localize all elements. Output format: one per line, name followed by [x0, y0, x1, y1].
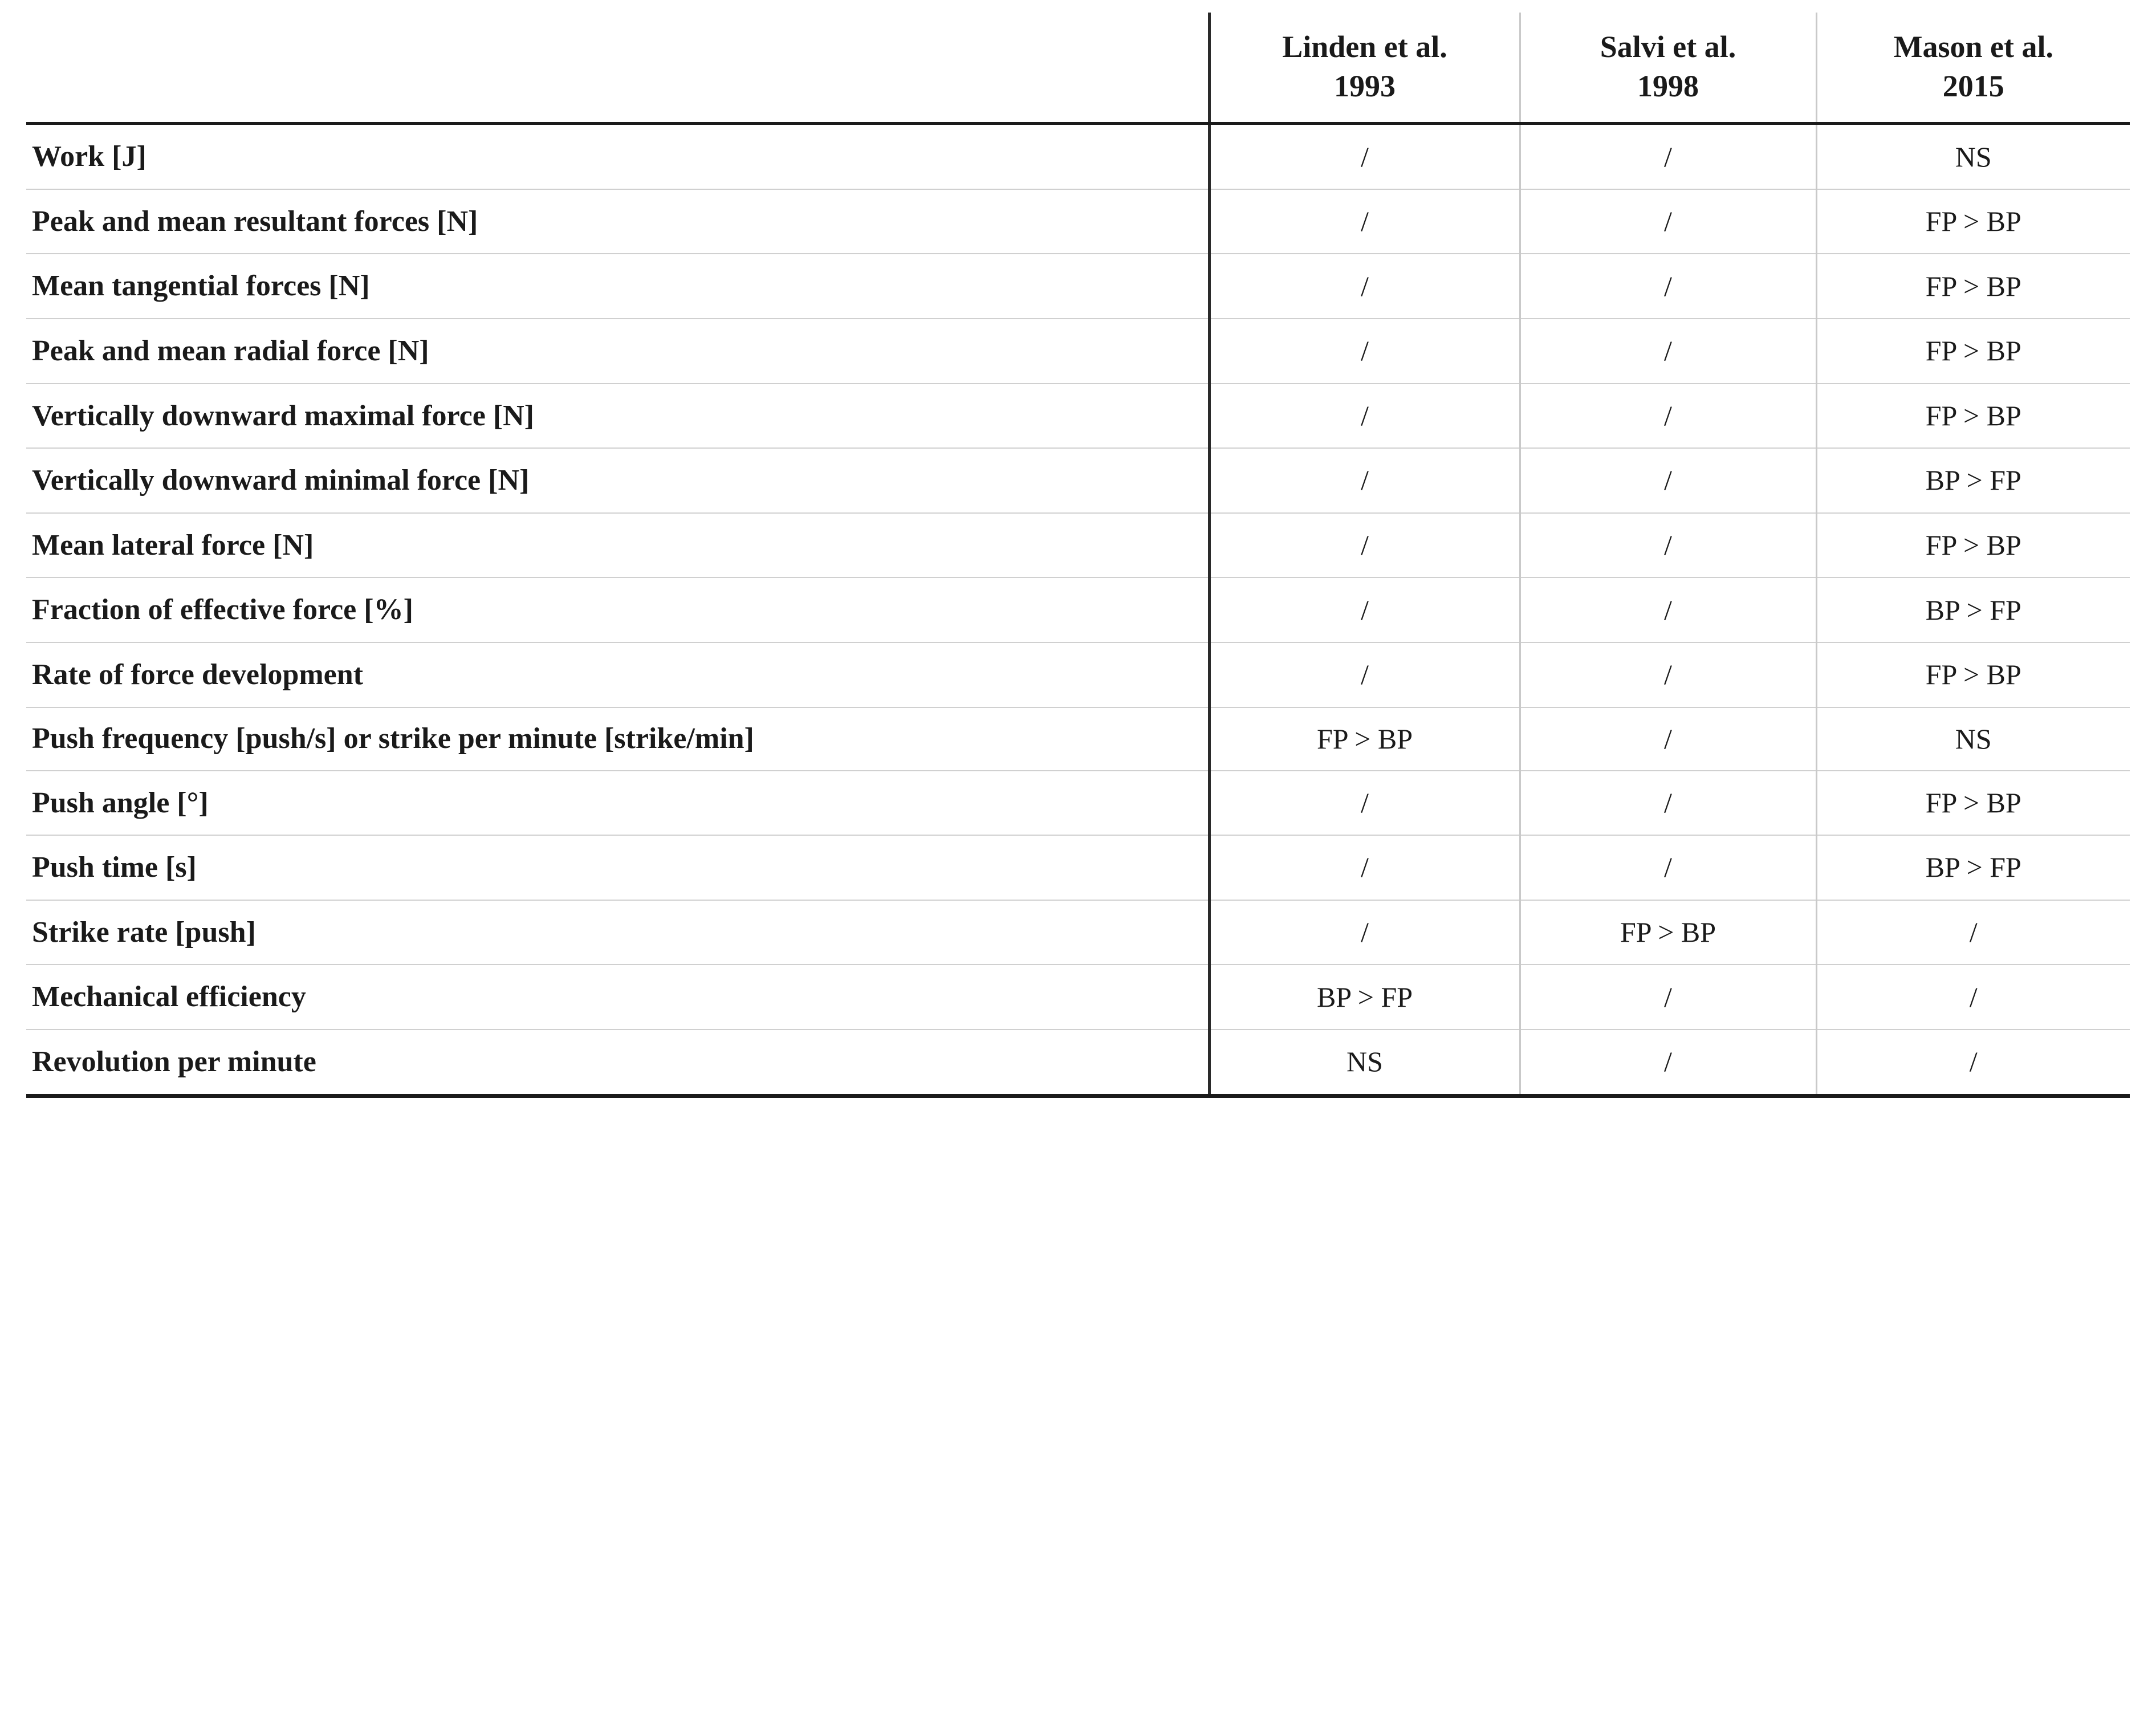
column-header-mason	[1816, 13, 2130, 124]
table-row	[26, 513, 2130, 578]
cell-linden: /	[1209, 900, 1520, 965]
cell-salvi: /	[1520, 384, 1816, 449]
cell-linden: /	[1209, 771, 1520, 836]
row-label: Work [J]	[26, 124, 1209, 189]
cell-mason: /	[1816, 1030, 2130, 1096]
table-row	[26, 254, 2130, 319]
table-header-row	[26, 13, 2130, 124]
row-label: Mean tangential forces [N]	[26, 254, 1209, 319]
table-row	[26, 835, 2130, 900]
cell-linden: /	[1209, 319, 1520, 384]
cell-salvi: FP > BP	[1520, 900, 1816, 965]
cell-mason: NS	[1816, 707, 2130, 771]
column-header-mason-author: Mason et al.	[1893, 30, 2053, 64]
cell-salvi: /	[1520, 771, 1816, 836]
cell-mason: FP > BP	[1816, 254, 2130, 319]
table-row	[26, 1030, 2130, 1096]
row-label: Push angle [°]	[26, 771, 1209, 836]
column-header-mason-year: 2015	[1942, 69, 2004, 104]
cell-salvi: /	[1520, 254, 1816, 319]
table-row	[26, 642, 2130, 707]
cell-salvi: /	[1520, 707, 1816, 771]
cell-linden: /	[1209, 384, 1520, 449]
cell-salvi: /	[1520, 124, 1816, 189]
cell-mason: /	[1816, 965, 2130, 1030]
table-row	[26, 771, 2130, 836]
row-label: Fraction of effective force [%]	[26, 577, 1209, 642]
row-label: Mean lateral force [N]	[26, 513, 1209, 578]
cell-linden: /	[1209, 513, 1520, 578]
table-row	[26, 448, 2130, 513]
table-row	[26, 965, 2130, 1030]
cell-linden: /	[1209, 124, 1520, 189]
table-row	[26, 124, 2130, 189]
row-label: Vertically downward maximal force [N]	[26, 384, 1209, 449]
table-row	[26, 384, 2130, 449]
cell-salvi: /	[1520, 642, 1816, 707]
cell-linden: BP > FP	[1209, 965, 1520, 1030]
cell-linden: /	[1209, 448, 1520, 513]
table-row	[26, 707, 2130, 771]
cell-mason: FP > BP	[1816, 771, 2130, 836]
cell-mason: /	[1816, 900, 2130, 965]
column-header-salvi-author: Salvi et al.	[1600, 30, 1736, 64]
table-row	[26, 319, 2130, 384]
row-label: Push time [s]	[26, 835, 1209, 900]
row-label: Rate of force development	[26, 642, 1209, 707]
cell-salvi: /	[1520, 1030, 1816, 1096]
cell-salvi: /	[1520, 835, 1816, 900]
row-label: Strike rate [push]	[26, 900, 1209, 965]
cell-linden: /	[1209, 835, 1520, 900]
cell-salvi: /	[1520, 965, 1816, 1030]
column-header-salvi-year: 1998	[1637, 69, 1699, 104]
cell-salvi: /	[1520, 189, 1816, 254]
table-row	[26, 577, 2130, 642]
cell-mason: FP > BP	[1816, 189, 2130, 254]
cell-linden: /	[1209, 254, 1520, 319]
cell-mason: FP > BP	[1816, 384, 2130, 449]
column-header-salvi	[1520, 13, 1816, 124]
cell-mason: FP > BP	[1816, 642, 2130, 707]
column-header-linden	[1209, 13, 1520, 124]
cell-salvi: /	[1520, 319, 1816, 384]
row-label: Revolution per minute	[26, 1030, 1209, 1096]
column-header-linden-author: Linden et al.	[1282, 30, 1447, 64]
cell-linden: NS	[1209, 1030, 1520, 1096]
row-label: Peak and mean resultant forces [N]	[26, 189, 1209, 254]
cell-salvi: /	[1520, 513, 1816, 578]
cell-mason: NS	[1816, 124, 2130, 189]
column-header-label	[26, 13, 1209, 124]
column-header-linden-year: 1993	[1334, 69, 1396, 104]
table-header	[26, 13, 2130, 124]
row-label: Peak and mean radial force [N]	[26, 319, 1209, 384]
cell-mason: FP > BP	[1816, 513, 2130, 578]
comparison-table	[26, 13, 2130, 1098]
cell-linden: /	[1209, 642, 1520, 707]
cell-mason: BP > FP	[1816, 835, 2130, 900]
table-row	[26, 900, 2130, 965]
cell-salvi: /	[1520, 448, 1816, 513]
cell-linden: /	[1209, 577, 1520, 642]
row-label: Mechanical efficiency	[26, 965, 1209, 1030]
cell-linden: FP > BP	[1209, 707, 1520, 771]
cell-mason: BP > FP	[1816, 577, 2130, 642]
cell-salvi: /	[1520, 577, 1816, 642]
row-label: Vertically downward minimal force [N]	[26, 448, 1209, 513]
cell-linden: /	[1209, 189, 1520, 254]
row-label: Push frequency [push/s] or strike per minute [strike/min]	[26, 707, 1209, 771]
cell-mason: BP > FP	[1816, 448, 2130, 513]
table-row	[26, 189, 2130, 254]
cell-mason: FP > BP	[1816, 319, 2130, 384]
table-body	[26, 124, 2130, 1096]
